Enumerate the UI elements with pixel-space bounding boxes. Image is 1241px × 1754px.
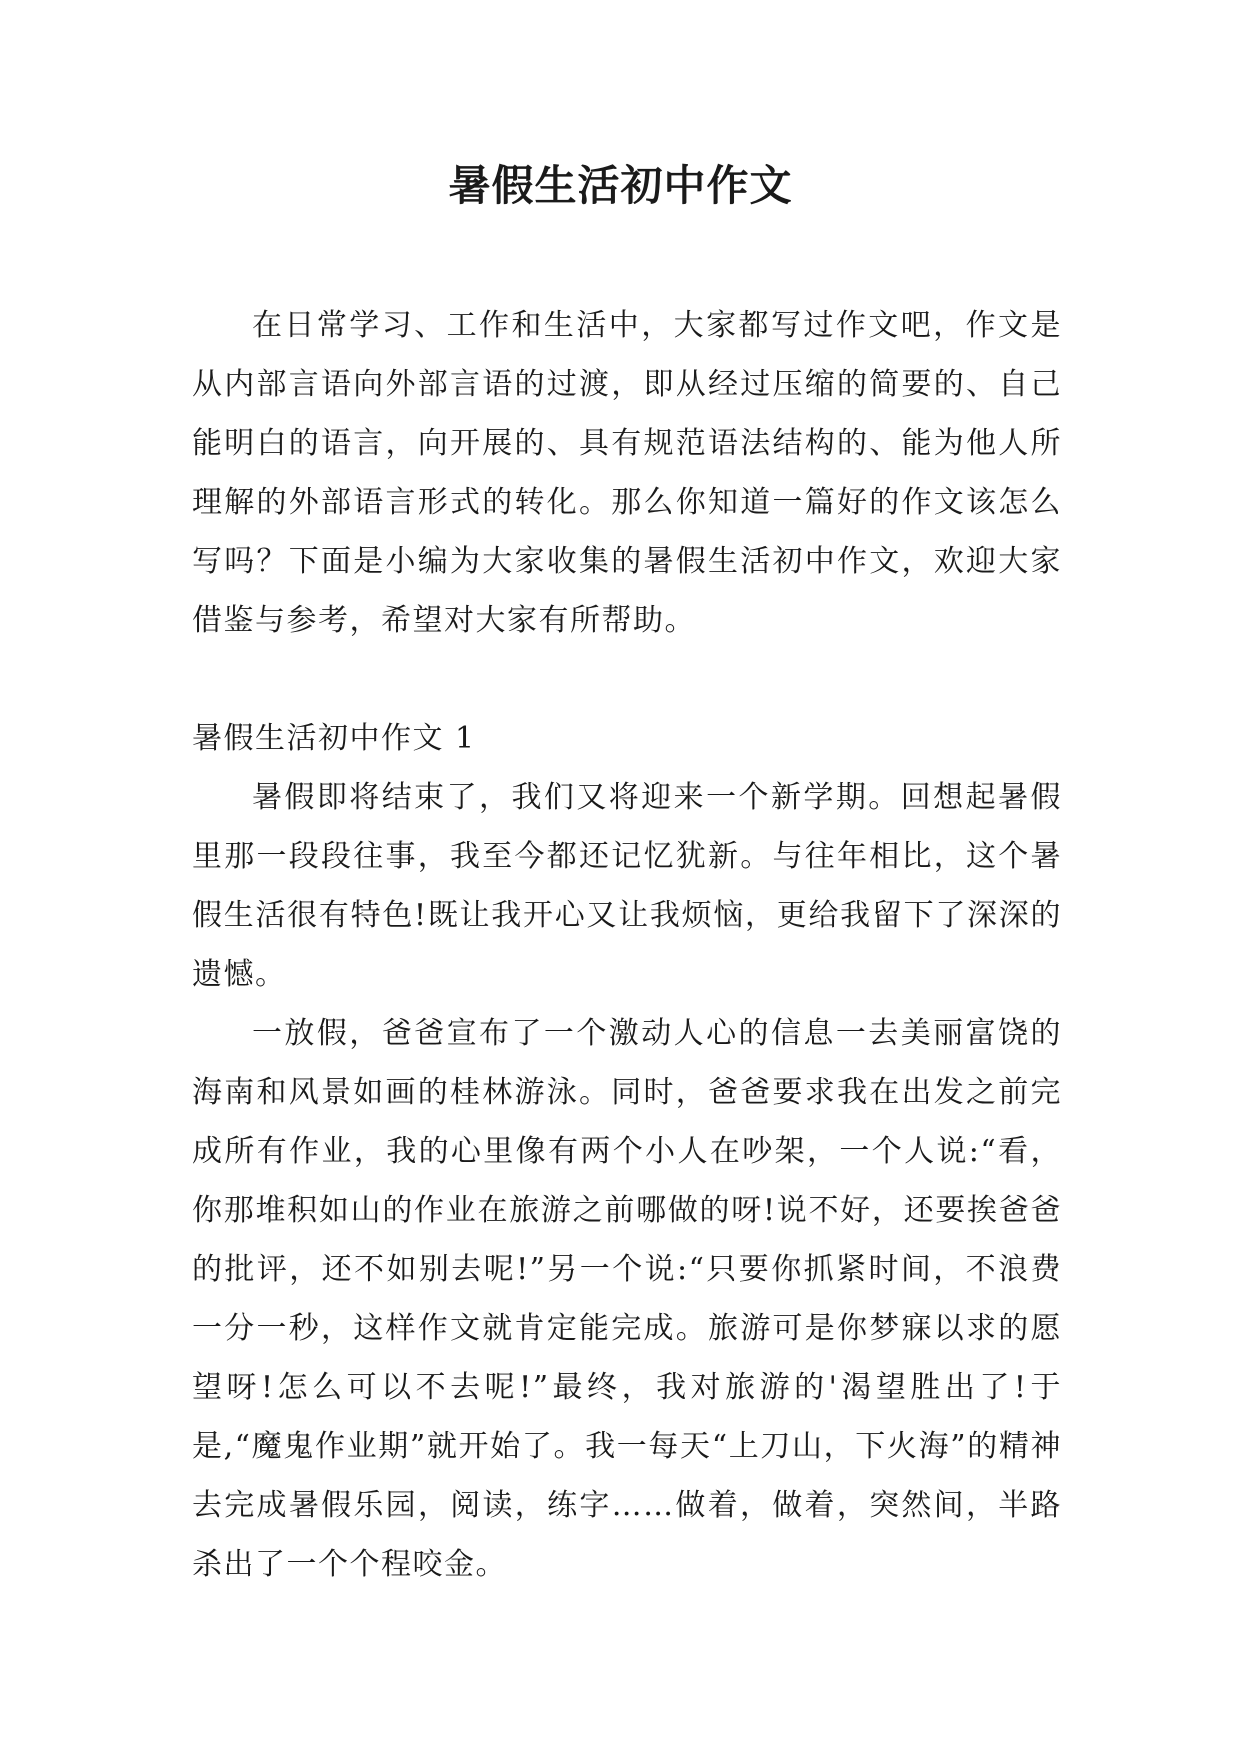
body-paragraph: 暑假即将结束了，我们又将迎来一个新学期。回想起暑假里那一段段往事，我至今都还记忆犹新。与往年相比，这个暑假生活很有特色!既让我开心又让我烦恼，更给我留下了深深的遗憾。 <box>192 780 1062 992</box>
body-paragraph: 一放假，爸爸宣布了一个激动人心的信息一去美丽富饶的海南和风景如画的桂林游泳。同时，爸爸要求我在出发之前完成所有作业，我的心里像有两个小人在吵架，一个人说:“看，你那堆积如山的作业在旅游之前哪做的呀!说不好，还要挨爸爸的批评，还不如别去呢!”另一个说:“只要你抓紧时间，不浪费一分一秒，这样作文就肯定能完成。旅游可是你梦寐以求的愿望呀!怎么可以不去呢!”最终，我对旅游的'渴望胜出了!于是,“魔鬼作业期”就开始了。我一每天“上刀山，下火海”的精神去完成暑假乐园，阅读，练字……做着，做着，突然间，半路杀出了一个个程咬金。 <box>192 1016 1062 1582</box>
intro-paragraph: 在日常学习、工作和生活中，大家都写过作文吧，作文是从内部言语向外部言语的过渡，即从经过压缩的简要的、自己能明白的语言，向开展的、具有规范语法结构的、能为他人所理解的外部语言形式的转化。那么你知道一篇好的作文该怎么写吗？下面是小编为大家收集的暑假生活初中作文，欢迎大家借鉴与参考，希望对大家有所帮助。 <box>192 308 1062 638</box>
document-title: 暑假生活初中作文 <box>448 161 793 210</box>
section-heading: 暑假生活初中作文 1 <box>192 721 476 756</box>
document-body <box>192 296 1062 1594</box>
